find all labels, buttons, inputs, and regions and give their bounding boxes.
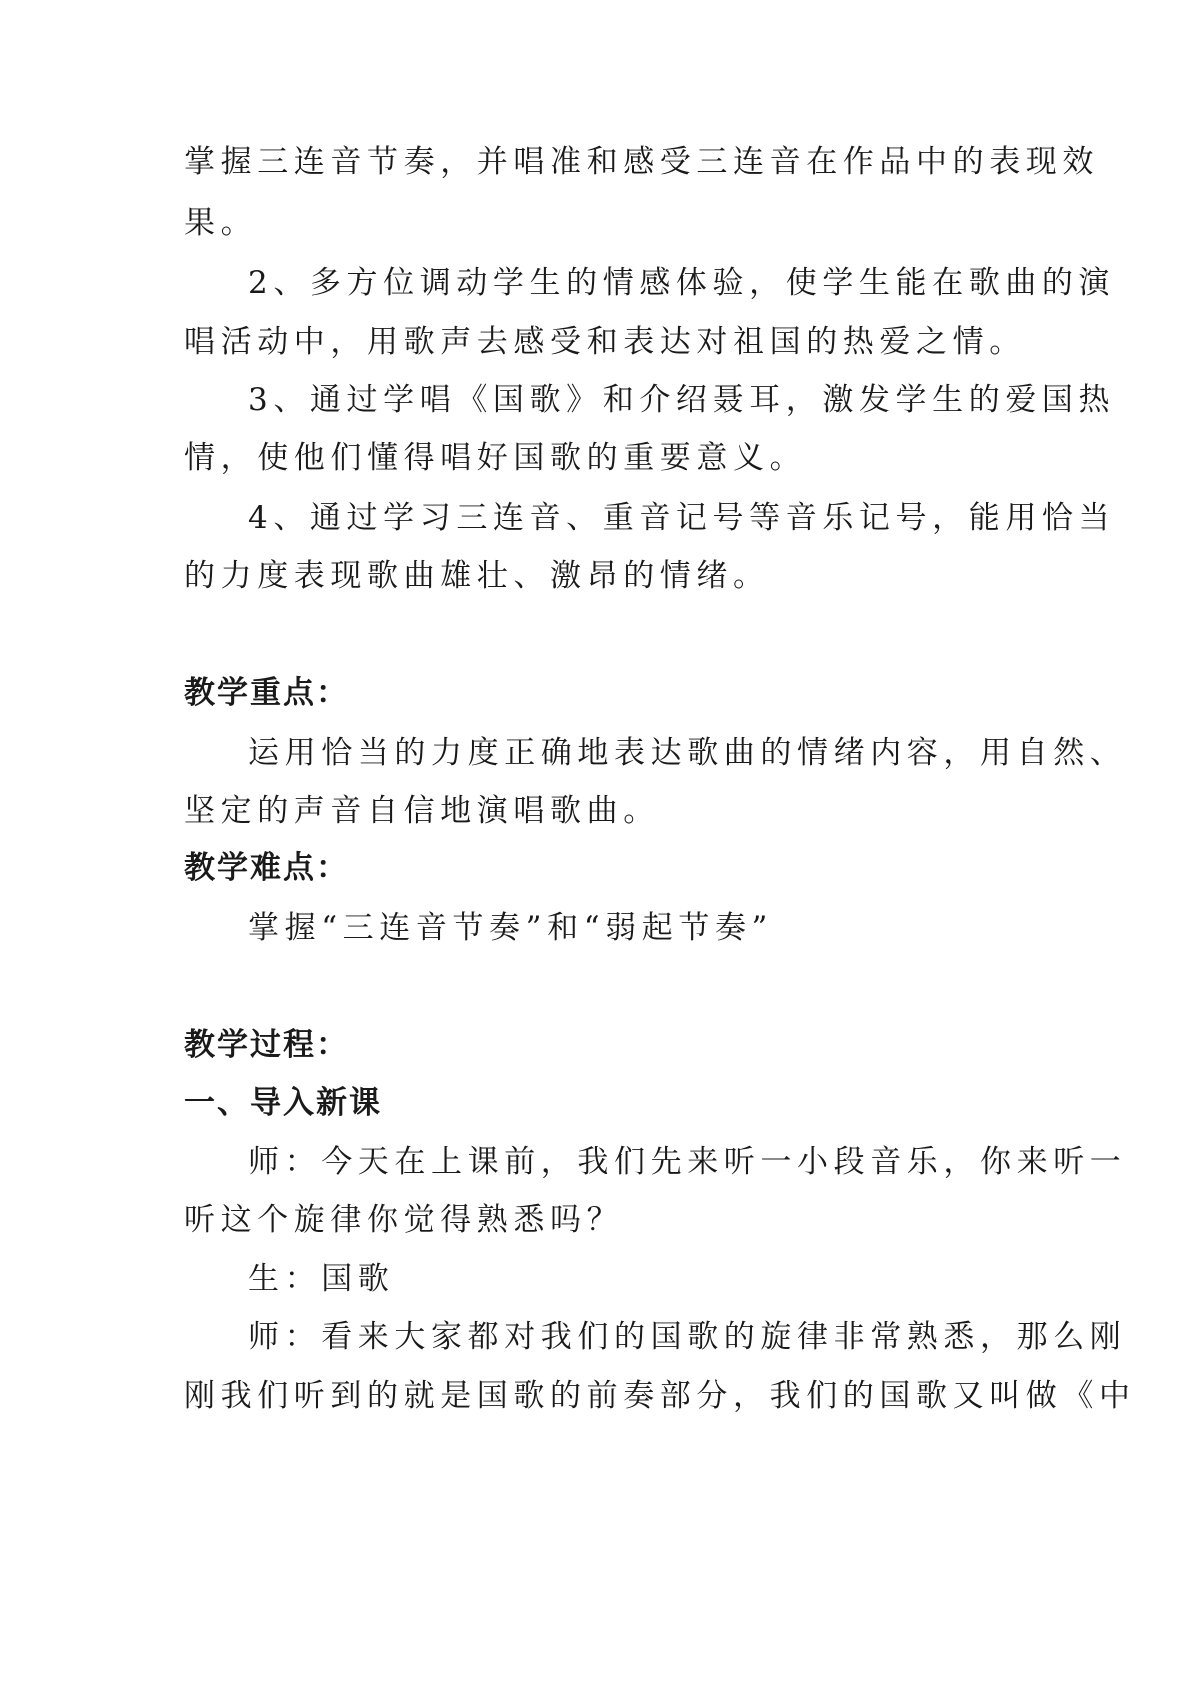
objective-2-line-2: 唱活动中，用歌声去感受和表达对祖国的热爱之情。 [184, 324, 1026, 360]
key-points-heading: 教学重点： [184, 675, 349, 711]
objective-2-line-1: 2、多方位调动学生的情感体验，使学生能在歌曲的演 [248, 265, 1116, 301]
objective-4-line-1: 4、通过学习三连音、重音记号等音乐记号，能用恰当 [248, 500, 1116, 536]
student-1-line: 生：国歌 [248, 1261, 395, 1297]
difficulties-heading: 教学难点： [184, 850, 349, 886]
teacher-1-line-1: 师：今天在上课前，我们先来听一小段音乐，你来听一 [248, 1144, 1127, 1180]
teacher-1-line-2: 听这个旋律你觉得熟悉吗？ [184, 1202, 624, 1238]
objective-1-line-1: 掌握三连音节奏，并唱准和感受三连音在作品中的表现效 [184, 144, 1099, 180]
difficulties-line-1: 掌握“三连音节奏”和“弱起节奏” [248, 910, 773, 946]
teacher-2-line-2: 刚我们听到的就是国歌的前奏部分，我们的国歌又叫做《中 [184, 1378, 1136, 1414]
key-points-line-1: 运用恰当的力度正确地表达歌曲的情绪内容，用自然、 [248, 735, 1127, 771]
objective-3-line-1: 3、通过学唱《国歌》和介绍聂耳，激发学生的爱国热 [248, 382, 1116, 418]
objective-1-line-2: 果。 [184, 205, 258, 241]
objective-4-line-2: 的力度表现歌曲雄壮、激昂的情绪。 [184, 558, 770, 594]
section-1-heading: 一、导入新课 [184, 1085, 382, 1121]
process-heading: 教学过程： [184, 1027, 349, 1063]
key-points-line-2: 坚定的声音自信地演唱歌曲。 [184, 793, 660, 829]
objective-3-line-2: 情，使他们懂得唱好国歌的重要意义。 [184, 440, 807, 476]
teacher-2-line-1: 师：看来大家都对我们的国歌的旋律非常熟悉，那么刚 [248, 1319, 1127, 1355]
